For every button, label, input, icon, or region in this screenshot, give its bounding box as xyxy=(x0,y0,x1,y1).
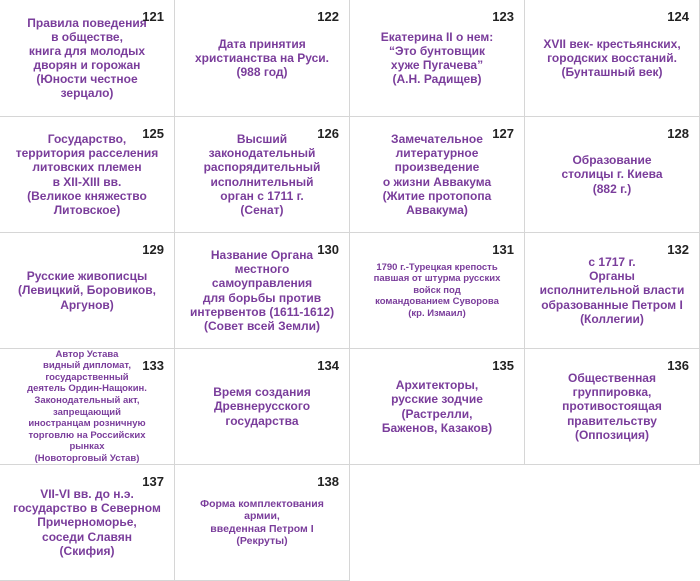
card-number: 134 xyxy=(317,358,339,373)
card-text: Екатерина II о нем: “Это бунтовщик хуже Пугачева” (А.Н. Радищев) xyxy=(380,29,494,87)
card-138[interactable] xyxy=(175,465,350,581)
card-text: Образование столицы г. Киева (882 г.) xyxy=(561,153,663,196)
card-text: Правила поведения в обществе, книга для молодых дворян и горожан (Юности честное зерцало) xyxy=(27,15,147,101)
card-text: Государство, территория расселения литовских племен в XII-XIII вв. (Великое княжество Литовское) xyxy=(15,132,159,217)
card-text: Замечательное литературное произведение о жизни Аввакума (Житие протопопа Аввакума) xyxy=(382,132,492,217)
card-text: Автор Устава видный дипломат, государственный деятель Ордин-Нащокин. Законодательный акт, запрещающий иностранцам розничную торговлю на Российских рынках (Новоторговый Устав) xyxy=(27,348,147,464)
card-text: Название Органа местного самоуправления для борьбы против интервентов (1611-1612) (Совет всей Земли) xyxy=(189,248,335,333)
card-132[interactable] xyxy=(525,233,700,349)
card-number: 123 xyxy=(492,9,514,24)
card-123[interactable] xyxy=(350,0,525,117)
card-133[interactable] xyxy=(0,349,175,465)
empty-cell xyxy=(525,465,700,581)
card-number: 138 xyxy=(317,474,339,489)
card-130[interactable] xyxy=(175,233,350,349)
card-125[interactable] xyxy=(0,117,175,233)
card-text: Время создания Древнерусского государства xyxy=(213,385,311,428)
card-text: Высший законодательный распорядительный исполнительный орган с 1711 г. (Сенат) xyxy=(203,132,321,217)
card-135[interactable] xyxy=(350,349,525,465)
card-text: Архитекторы, русские зодчие (Растрелли, Баженов, Казаков) xyxy=(381,378,493,435)
card-number: 127 xyxy=(492,126,514,141)
card-text: Форма комплектования армии, введенная Петром I (Рекруты) xyxy=(200,497,324,547)
card-number: 133 xyxy=(142,358,164,373)
card-122[interactable] xyxy=(175,0,350,117)
card-text: с 1717 г. Органы исполнительной власти образованные Петром I (Коллегии) xyxy=(539,255,685,326)
card-number: 122 xyxy=(317,9,339,24)
card-number: 137 xyxy=(142,474,164,489)
card-number: 136 xyxy=(667,358,689,373)
card-136[interactable] xyxy=(525,349,700,465)
card-number: 121 xyxy=(142,9,164,24)
card-text: XVII век- крестьянских, городских восстаний. (Бунташный век) xyxy=(543,36,681,80)
card-number: 126 xyxy=(317,126,339,141)
card-134[interactable] xyxy=(175,349,350,465)
empty-cell xyxy=(350,465,525,581)
card-text: Общественная группировка, противостоящая правительству (Оппозиция) xyxy=(562,371,662,442)
card-number: 135 xyxy=(492,358,514,373)
card-126[interactable] xyxy=(175,117,350,233)
card-number: 130 xyxy=(317,242,339,257)
card-121[interactable] xyxy=(0,0,175,117)
card-131[interactable] xyxy=(350,233,525,349)
card-text: Русские живописцы (Левицкий, Боровиков, Аргунов) xyxy=(18,269,156,312)
card-129[interactable] xyxy=(0,233,175,349)
card-124[interactable] xyxy=(525,0,700,117)
card-number: 128 xyxy=(667,126,689,141)
card-text: Дата принятия христианства на Руси. (988 год) xyxy=(194,36,330,80)
card-text: 1790 г.-Турецкая крепость павшая от штурма русских войск под командованием Суворова (кр. Измаил) xyxy=(373,261,501,319)
card-127[interactable] xyxy=(350,117,525,233)
card-text: VII-VI вв. до н.э. государство в Северном Причерноморье, соседи Славян (Скифия) xyxy=(13,487,161,558)
card-number: 124 xyxy=(667,9,689,24)
card-number: 129 xyxy=(142,242,164,257)
card-number: 132 xyxy=(667,242,689,257)
card-number: 131 xyxy=(492,242,514,257)
card-128[interactable] xyxy=(525,117,700,233)
card-number: 125 xyxy=(142,126,164,141)
card-137[interactable] xyxy=(0,465,175,581)
